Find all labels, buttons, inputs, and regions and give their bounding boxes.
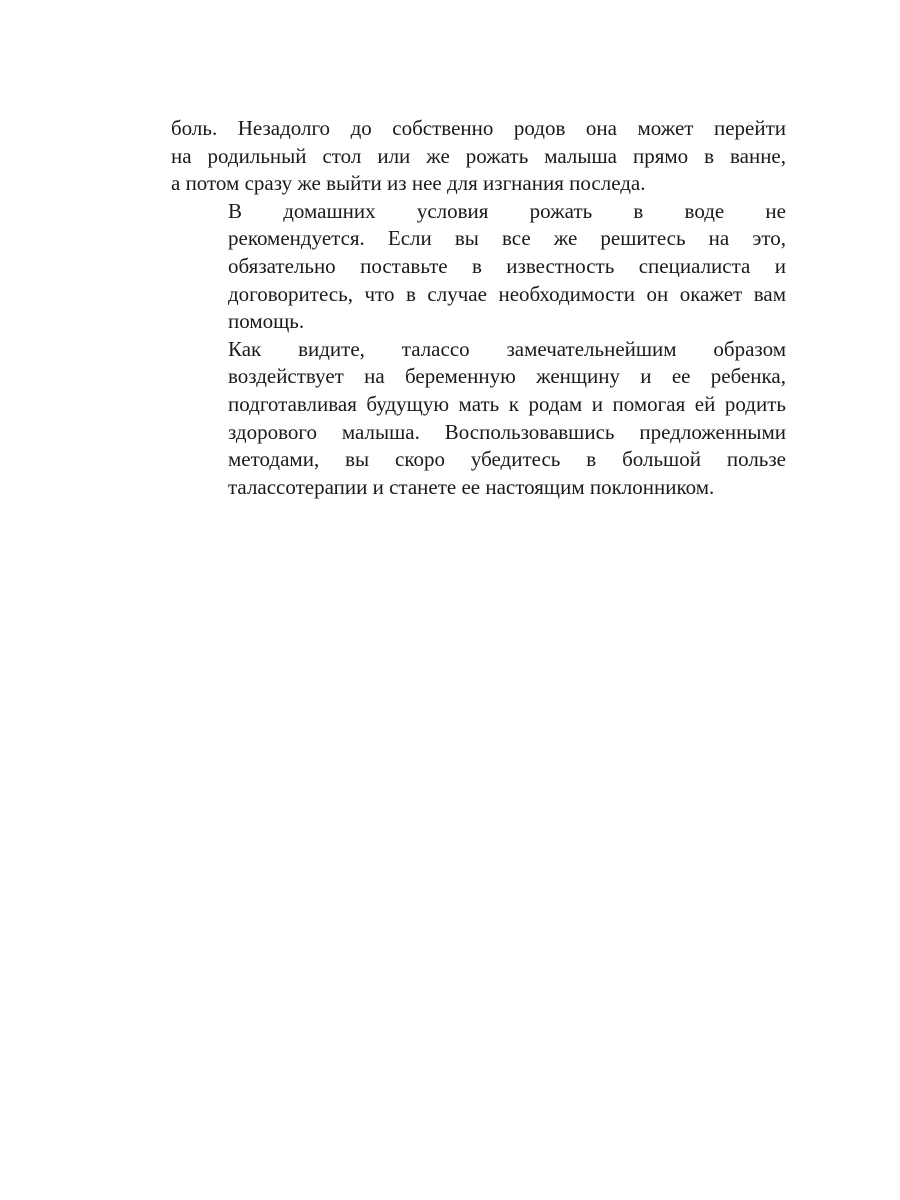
text-line: подготавливая будущую мать к родам и помогая ей родить [228,391,786,416]
text-line: методами, вы скоро убедитесь в большой пользе [228,447,786,472]
text-line: а потом сразу же выйти из нее для изгнания последа. [171,171,646,196]
text-line: договоритесь, что в случае необходимости он окажет вам [228,281,786,306]
text-line: обязательно поставьте в известность специалиста и [228,253,786,278]
paragraph-1 [171,115,786,198]
text-line: помощь. [228,309,305,334]
text-line: рекомендуется. Если вы все же решитесь на это, [228,226,786,251]
text-line: Как видите, талассо замечательнейшим образом [228,336,786,361]
body-text [171,115,786,501]
text-line: талассотерапии и станете ее настоящим поклонником. [228,474,715,499]
paragraph-3 [171,336,786,502]
paragraph-2 [171,198,786,336]
text-line: В домашних условия рожать в воде не [228,198,786,223]
text-line: воздействует на беременную женщину и ее ребенка, [228,364,786,389]
text-line: здорового малыша. Воспользовавшись предложенными [228,419,786,444]
text-line: на родильный стол или же рожать малыша прямо в ванне, [171,143,786,168]
text-line: боль. Незадолго до собственно родов она может перейти [171,116,786,140]
